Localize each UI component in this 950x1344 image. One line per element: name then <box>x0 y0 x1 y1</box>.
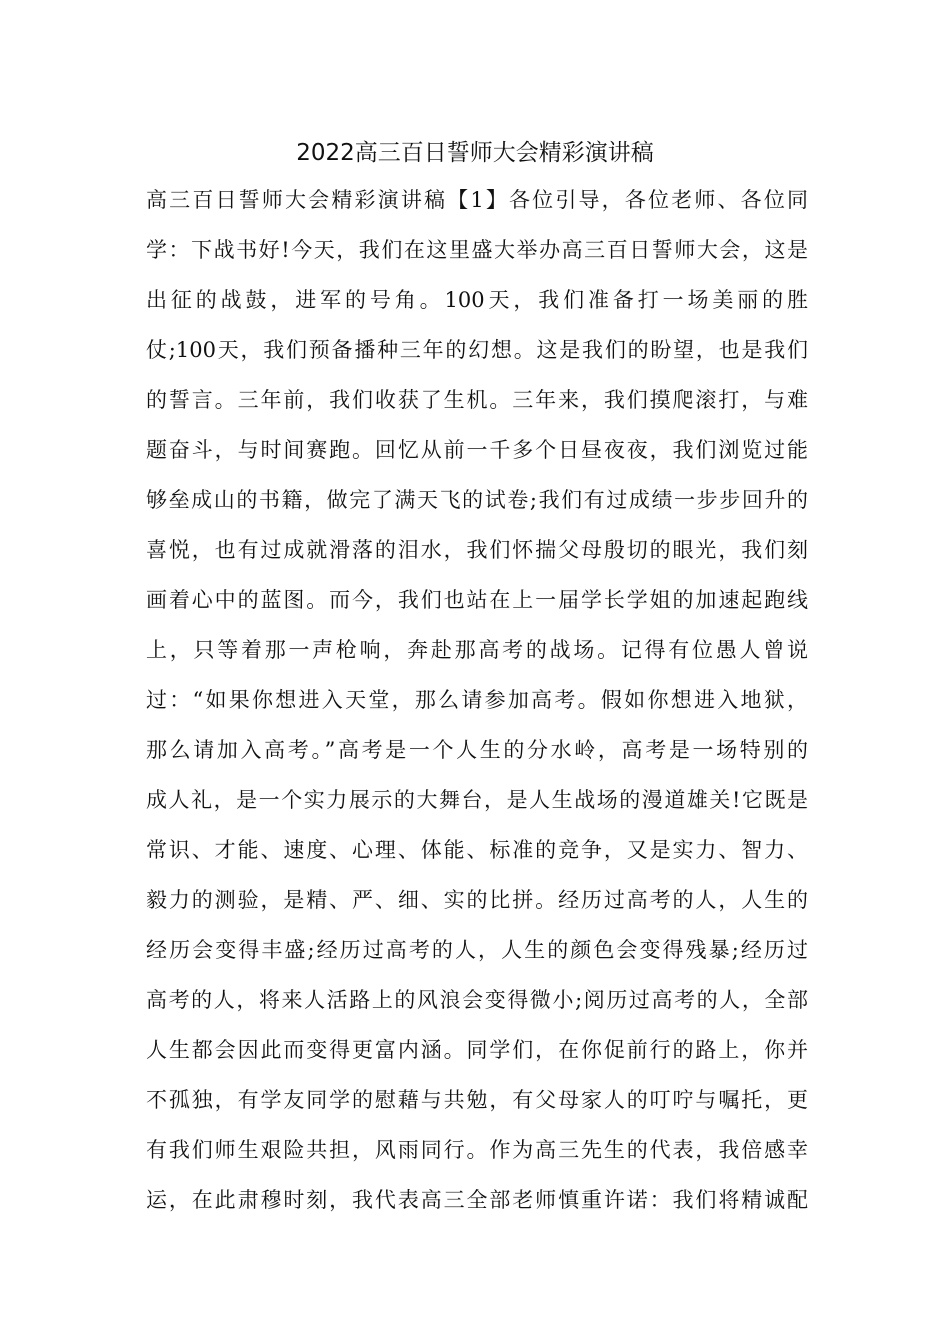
text-line: 学：下战书好!今天，我们在这里盛大举办高三百日誓师大会，这是 <box>146 238 808 262</box>
text-line: 成人礼，是一个实力展示的大舞台，是人生战场的漫道雄关!它既是 <box>146 788 808 812</box>
text-line: 经历会变得丰盛;经历过高考的人，人生的颜色会变得残暴;经历过 <box>146 938 808 962</box>
text-line: 的誓言。三年前，我们收获了生机。三年来，我们摸爬滚打，与难 <box>146 388 808 412</box>
text-line: 运，在此肃穆时刻，我代表高三全部老师慎重许诺：我们将精诚配 <box>146 1188 808 1212</box>
text-line: 过：“如果你想进入天堂，那么请参加高考。假如你想进入地狱， <box>146 688 808 712</box>
document-body <box>146 185 808 1235</box>
text-line: 画着心中的蓝图。而今，我们也站在上一届学长学姐的加速起跑线 <box>146 588 808 612</box>
text-line: 人生都会因此而变得更富内涵。同学们，在你促前行的路上，你并 <box>146 1038 808 1062</box>
text-line: 高三百日誓师大会精彩演讲稿【1】各位引导，各位老师、各位同 <box>146 188 808 212</box>
text-line: 高考的人，将来人活路上的风浪会变得微小;阅历过高考的人，全部 <box>146 988 808 1012</box>
text-line: 上，只等着那一声枪响，奔赴那高考的战场。记得有位愚人曾说 <box>146 638 808 662</box>
text-line: 仗;100天，我们预备播种三年的幻想。这是我们的盼望，也是我们 <box>146 338 808 362</box>
text-line: 常识、才能、速度、心理、体能、标准的竞争，又是实力、智力、 <box>146 838 808 862</box>
text-line: 毅力的测验，是精、严、细、实的比拼。经历过高考的人，人生的 <box>146 888 808 912</box>
text-line: 够垒成山的书籍，做完了满天飞的试卷;我们有过成绩一步步回升的 <box>146 488 808 512</box>
document-title: 2022高三百日誓师大会精彩演讲稿 <box>296 140 654 166</box>
text-line: 不孤独，有学友同学的慰藉与共勉，有父母家人的叮咛与嘱托，更 <box>146 1088 808 1112</box>
text-line: 那么请加入高考。”高考是一个人生的分水岭，高考是一场特别的 <box>146 738 808 762</box>
text-line: 出征的战鼓，进军的号角。100天，我们准备打一场美丽的胜 <box>146 288 808 312</box>
text-line: 有我们师生艰险共担，风雨同行。作为高三先生的代表，我倍感幸 <box>146 1138 808 1162</box>
text-line: 题奋斗，与时间赛跑。回忆从前一千多个日昼夜夜，我们浏览过能 <box>146 438 808 462</box>
text-line: 喜悦，也有过成就滑落的泪水，我们怀揣父母殷切的眼光，我们刻 <box>146 538 808 562</box>
